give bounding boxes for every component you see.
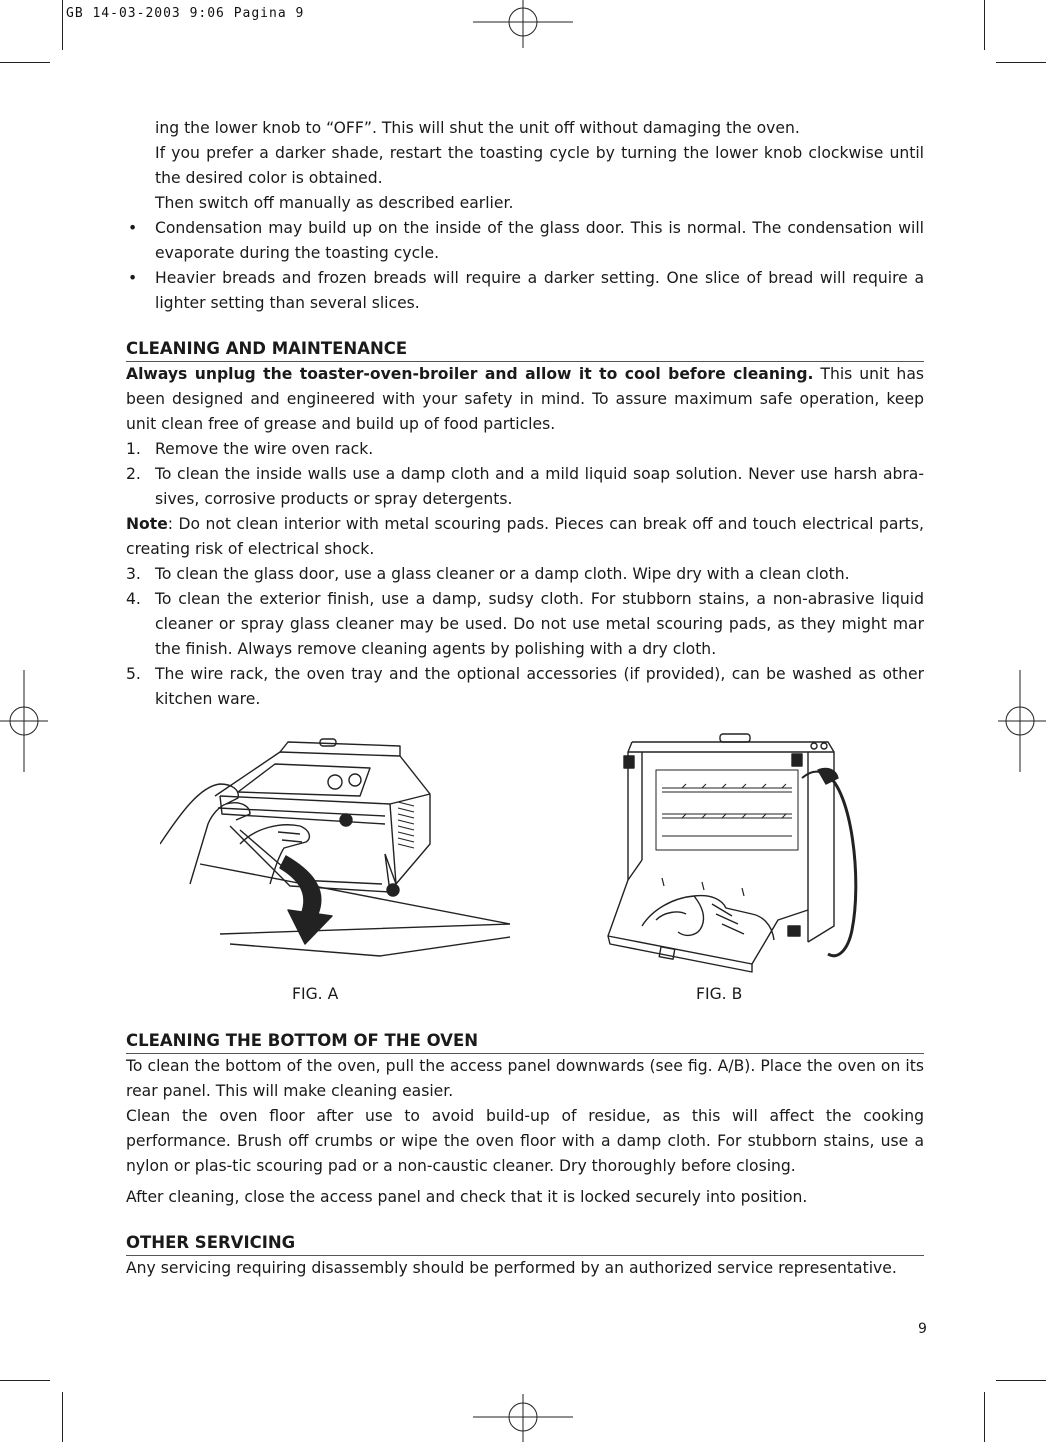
step-text: Remove the wire oven rack. <box>155 440 374 458</box>
step-text: The wire rack, the oven tray and the optional accessories (if provided), can be washed as other kitchen ware. <box>155 665 924 708</box>
print-slug: GB 14-03-2003 9:06 Pagina 9 <box>66 6 305 21</box>
crop-mark <box>984 0 985 50</box>
bullet-marker: • <box>128 269 138 287</box>
intro-paragraph: ing the lower knob to “OFF”. This will shut the unit off without damaging the oven. <box>155 119 800 137</box>
bullet-marker: • <box>128 219 138 237</box>
note-text: : Do not clean interior with metal scouring pads. Pieces can break off and touch electrical parts, creating risk of electrical shock. <box>126 515 924 558</box>
cleaning-lead-text: This unit has been designed and engineered with your safety in mind. To assure maximum safe operation, keep unit clean free of grease and build up of food particles. <box>126 365 924 433</box>
bullet-item <box>126 266 924 316</box>
step-item <box>126 662 924 712</box>
bottom-paragraph: After cleaning, close the access panel and check that it is locked securely into position. <box>126 1188 808 1206</box>
page-content <box>126 116 924 1281</box>
intro-paragraph: Then switch off manually as described earlier. <box>155 194 514 212</box>
section-heading-bottom: CLEANING THE BOTTOM OF THE OVEN <box>126 1030 924 1054</box>
step-number: 2. <box>126 465 141 483</box>
note-label: Note <box>126 515 168 533</box>
registration-mark-top <box>470 0 576 50</box>
crop-mark <box>62 0 63 50</box>
fig-a-label: FIG. A <box>292 985 339 1003</box>
step-text: To clean the inside walls use a damp cloth and a mild liquid soap solution. Never use harsh abra-sives, corrosive products or spray detergents. <box>155 465 924 508</box>
crop-mark <box>62 1392 63 1442</box>
fig-b-label: FIG. B <box>696 985 743 1003</box>
registration-mark-bottom <box>470 1392 576 1442</box>
note-paragraph <box>126 512 924 562</box>
step-number: 5. <box>126 665 141 683</box>
bullet-item <box>126 216 924 266</box>
section-heading-other: OTHER SERVICING <box>126 1232 924 1256</box>
registration-mark-left <box>0 668 50 774</box>
cleaning-lead-paragraph <box>126 362 924 437</box>
figures-area <box>126 712 924 1024</box>
step-text: To clean the glass door, use a glass cleaner or a damp cloth. Wipe dry with a clean cloth. <box>155 565 850 583</box>
section-heading-cleaning: CLEANING AND MAINTENANCE <box>126 338 924 362</box>
crop-mark <box>984 1392 985 1442</box>
other-paragraph: Any servicing requiring disassembly should be performed by an authorized service representative. <box>126 1259 897 1277</box>
bottom-paragraph: Clean the oven floor after use to avoid build-up of residue, as this will affect the cooking performance. Brush off crumbs or wipe the oven floor with a damp cloth. For stubborn stains, use a nylon or plas-tic scouring pad or a non-caustic cleaner. Dry thoroughly before closing. <box>126 1107 924 1175</box>
step-text: To clean the exterior finish, use a damp, sudsy cloth. For stubborn stains, a non-abrasive liquid cleaner or spray glass cleaner may be used. Do not use metal scouring pads, as they might mar the finish. Always remove cleaning agents by polishing with a dry cloth. <box>155 590 924 658</box>
bullet-text: Condensation may build up on the inside of the glass door. This is normal. The condensation will evaporate during the toasting cycle. <box>155 219 924 262</box>
step-number: 1. <box>126 440 141 458</box>
bottom-paragraph: To clean the bottom of the oven, pull the access panel downwards (see fig. A/B). Place the oven on its rear panel. This will make cleaning easier. <box>126 1057 924 1100</box>
step-number: 4. <box>126 590 141 608</box>
crop-mark <box>996 62 1046 63</box>
registration-mark-right <box>996 668 1046 774</box>
fig-a-illustration <box>160 734 520 970</box>
page-number: 9 <box>918 1321 927 1337</box>
crop-mark <box>0 62 50 63</box>
step-item <box>126 587 924 662</box>
intro-paragraph: If you prefer a darker shade, restart the toasting cycle by turning the lower knob clockwise until the desired color is obtained. <box>155 144 924 187</box>
bullet-text: Heavier breads and frozen breads will require a darker setting. One slice of bread will require a lighter setting than several slices. <box>155 269 924 312</box>
cleaning-warning: Always unplug the toaster-oven-broiler and allow it to cool before cleaning. <box>126 365 814 383</box>
crop-mark <box>996 1380 1046 1381</box>
crop-mark <box>0 1380 50 1381</box>
step-item <box>126 437 924 462</box>
fig-b-illustration <box>602 730 872 976</box>
step-item <box>126 462 924 512</box>
step-item <box>126 562 924 587</box>
step-number: 3. <box>126 565 141 583</box>
